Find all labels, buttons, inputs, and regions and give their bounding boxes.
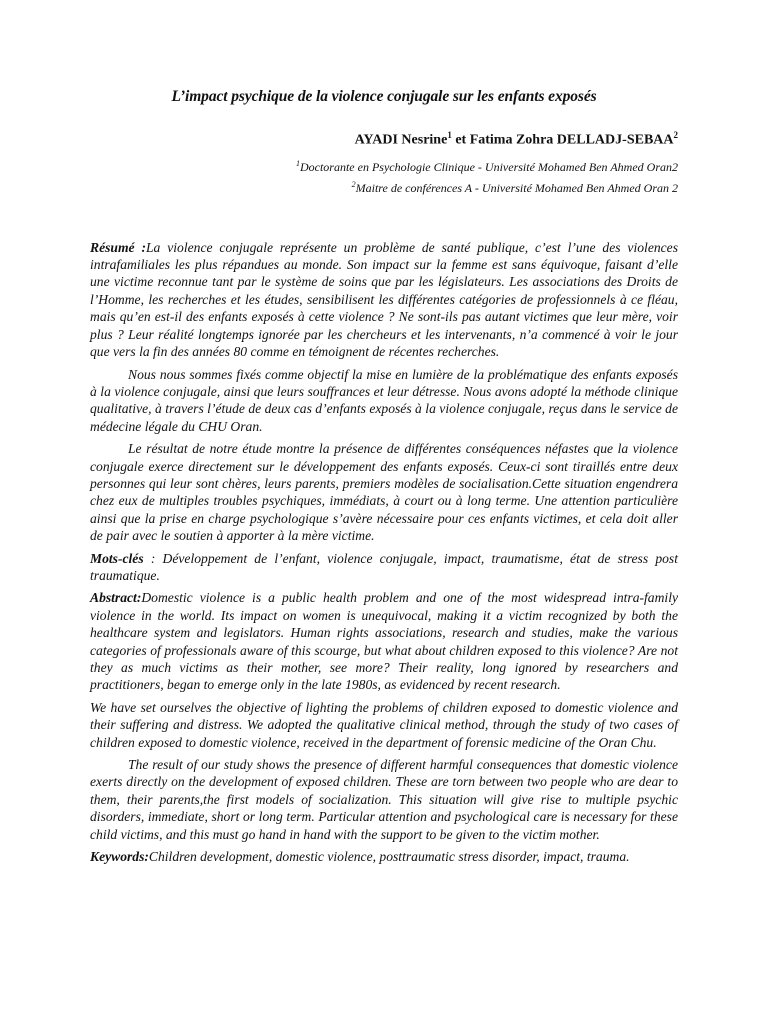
affiliation-text-2: Maitre de conférences A - Université Mohamed Ben Ahmed Oran 2 [355, 180, 678, 195]
resume-paragraph-2: Nous nous sommes fixés comme objectif la mise en lumière de la problématique des enfants exposés à la violence conjugale, ainsi que leurs souffrances et leur détresse. Nous avons adopté la méthode clinique qualitative, à travers l’étude de deux cas d’enfants exposés à la violence conjugale, reçus dans le service de médecine légale du CHU Oran. [90, 366, 678, 434]
resume-paragraph-1 [90, 239, 678, 361]
affiliation-sup-1: 1 [295, 158, 300, 168]
article-first-page [90, 88, 678, 870]
author-sup-2: 2 [673, 130, 678, 140]
motscles-text: : Développement de l’enfant, violence conjugale, impact, traumatisme, état de stress post traumatique. [90, 550, 678, 583]
author-line [90, 130, 678, 149]
motscles-paragraph [90, 550, 678, 585]
author-sup-1: 1 [447, 130, 452, 140]
author-conjunction: et [451, 132, 470, 148]
affiliations [90, 155, 678, 197]
abstract-paragraph-1 [90, 589, 678, 693]
abstract-paragraph-3: The result of our study shows the presence of different harmful consequences that domestic violence exerts directly on the development of exposed children. These are torn between two people who are dear to them, their parents,the first models of socialization. This situation will give rise to multiple psychic disorders, immediate, short or long term. Particular attention and psychological care is necessary for these child victims, and this must go hand in hand with the support to be given to the victim mother. [90, 757, 678, 842]
abstract-label: Abstract: [90, 590, 142, 606]
affiliation-text-1: Doctorante en Psychologie Clinique - Université Mohamed Ben Ahmed Oran2 [299, 159, 678, 174]
keywords-paragraph [90, 848, 678, 865]
author-name-1: AYADI Nesrine [354, 132, 448, 148]
affiliation-sup-2: 2 [351, 179, 356, 189]
author-name-2: Fatima Zohra DELLADJ-SEBAA [469, 132, 674, 148]
affiliation-2 [90, 176, 678, 197]
keywords-label: Keywords: [90, 849, 149, 865]
resume-paragraph-3: Le résultat de notre étude montre la présence de différentes conséquences néfastes que la violence conjugale exerce directement sur le développement des enfants exposés. Ceux-ci sont tiraillés entre deux personnes qui leur sont chères, leurs parents, premiers modèles de socialisation.Cette situation engendrera chez eux de multiples troubles psychiques, immédiats, à court ou à long terme. Une attention particulière ainsi que la prise en charge psychologique s’avère nécessaire pour ces enfants victimes, et cela doit aller de pair avec le soutien à apporter à la mère victime. [90, 441, 678, 544]
abstract-paragraph-2: We have set ourselves the objective of lighting the problems of children exposed to domestic violence and their suffering and distress. We adopted the qualitative clinical method, through the study of two cases of children exposed to domestic violence, received in the department of forensic medicine of the Oran Chu. [90, 699, 678, 750]
paper-title: L’impact psychique de la violence conjugale sur les enfants exposés [171, 88, 597, 105]
abstract-text-1: Domestic violence is a public health problem and one of the most widespread intra-family violence in the world. Its impact on women is unequivocal, making it a victim recognized by both the healthcare system and legislators. Human rights associations, research and studies, make the various categories of professionals aware of this scourge, but what about children exposed to this violence? Are not they as much victims as their mother, see more? Their reality, long ignored by researchers and practitioners, began to emerge only in the late 1980s, as evidenced by recent research. [90, 590, 678, 693]
motscles-label: Mots-clés [90, 550, 144, 566]
keywords-text: Children development, domestic violence, posttraumatic stress disorder, impact, trauma. [148, 849, 630, 865]
affiliation-1 [90, 155, 678, 176]
resume-label: Résumé : [90, 239, 146, 255]
resume-text-1: La violence conjugale représente un problème de santé publique, c’est l’une des violences intrafamiliales les plus répandues au monde. Son impact sur la femme est sans équivoque, faisant d’elle une victime reconnue tant par le système de soins que par les législateurs. Les associations des Droits de l’Homme, les recherches et les études, sensibilisent les différentes catégories de professionnels à ce fléau, mais qu’en est-il des enfants exposés à cette violence ? Ne sont-ils pas autant victimes que leur mère, voir plus ? Leur réalité longtemps ignorée par les chercheurs et les intervenants, n’a commencé à voir le jour que vers la fin des années 80 comme en témoignent de récentes recherches. [90, 239, 679, 360]
